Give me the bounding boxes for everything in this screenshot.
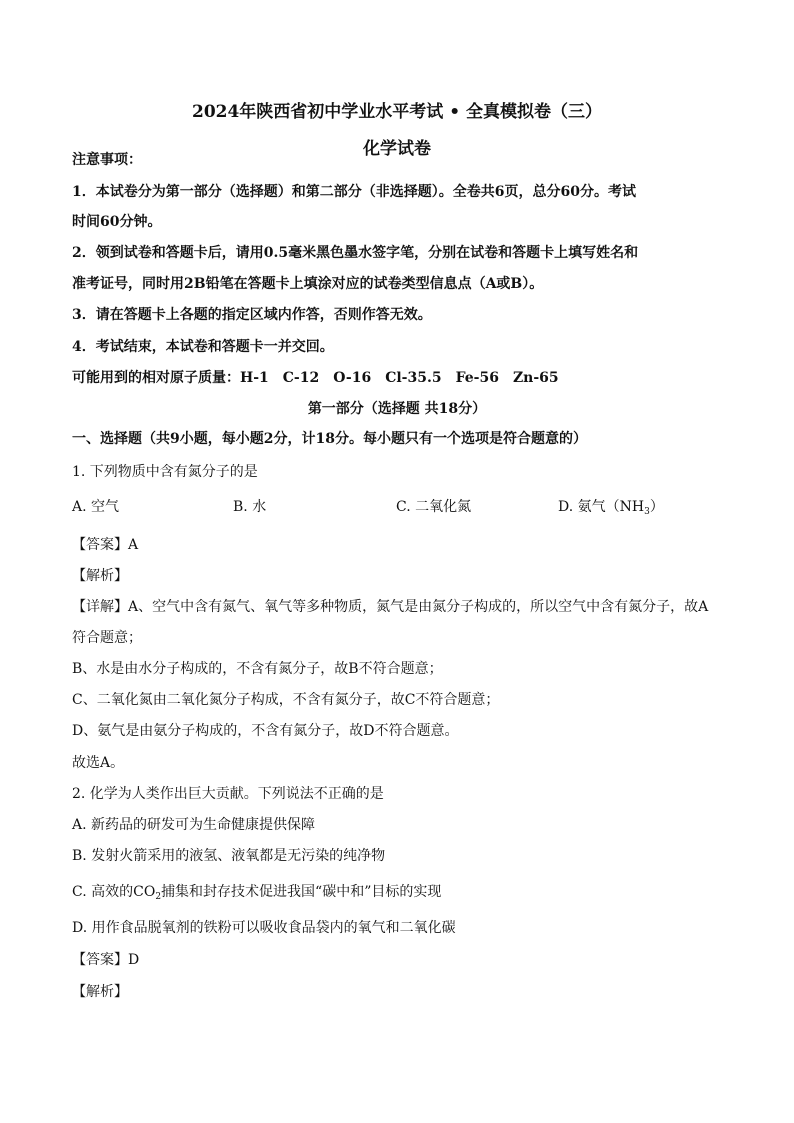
part1-heading: 第一部分（选择题 共18分） xyxy=(307,401,487,417)
notice-item-4: 4．考试结束，本试卷和答题卡一并交回。 xyxy=(72,339,334,355)
q1-detail-c: C、二氧化氮由二氧化氮分子构成，不含有氮分子，故C不符合题意； xyxy=(72,692,500,708)
q1-option-a: A. 空气 xyxy=(72,499,120,515)
q2-option-d: D. 用作食品脱氧剂的铁粉可以吸收食品袋内的氧气和二氧化碳 xyxy=(72,920,456,936)
notice-heading: 注意事项： xyxy=(72,152,142,168)
q1-option-d-prefix: D. 氨气（ xyxy=(558,499,620,515)
question-1-stem: 1. 下列物质中含有氮分子的是 xyxy=(72,464,258,480)
notice-item-1a: 1．本试卷分为第一部分（选择题）和第二部分（非选择题）。全卷共6页，总分60分。考试 xyxy=(72,184,636,200)
q1-option-d xyxy=(558,497,664,517)
exam-subtitle: 化学试卷 xyxy=(363,139,431,159)
q2-option-c-suffix: 捕集和封存技术促进我国“碳中和”目标的实现 xyxy=(161,884,442,900)
nh3-formula: NH xyxy=(619,499,645,515)
q1-detail-b: B、水是由水分子构成的，不含有氮分子，故B不符合题意； xyxy=(72,661,443,677)
q1-analysis-label: 【解析】 xyxy=(72,568,128,584)
q2-answer: 【答案】D xyxy=(72,952,140,968)
section-heading: 一、选择题（共9小题，每小题2分，计18分。每小题只有一个选项是符合题意的） xyxy=(72,431,587,447)
q1-answer: 【答案】A xyxy=(72,537,139,553)
question-2-stem: 2. 化学为人类作出巨大贡献。下列说法不正确的是 xyxy=(72,786,384,802)
atomic-masses: 可能用到的相对原子质量：H-1 C-12 O-16 Cl-35.5 Fe-56 Zn-65 xyxy=(72,370,559,386)
notice-item-2b: 准考证号，同时用2B铅笔在答题卡上填涂对应的试卷类型信息点（A或B）。 xyxy=(72,276,544,292)
co2-subscript: 2 xyxy=(155,892,162,902)
exam-title: 2024年陕西省初中学业水平考试 • 全真模拟卷（三） xyxy=(191,102,603,122)
notice-item-2a: 2．领到试卷和答题卡后，请用0.5毫米黑色墨水签字笔，分别在试卷和答题卡上填写姓名和 xyxy=(72,245,639,261)
q1-option-b: B. 水 xyxy=(233,499,267,515)
q2-option-a: A. 新药品的研发可为生命健康提供保障 xyxy=(72,817,316,833)
notice-item-3: 3．请在答题卡上各题的指定区域内作答，否则作答无效。 xyxy=(72,307,432,323)
q2-option-b: B. 发射火箭采用的液氢、液氧都是无污染的纯净物 xyxy=(72,848,386,864)
nh3-subscript: 3 xyxy=(644,507,650,517)
q2-option-c-prefix: C. 高效的 xyxy=(72,884,134,900)
q1-detail-d: D、氨气是由氨分子构成的，不含有氮分子，故D不符合题意。 xyxy=(72,723,459,739)
co2-formula: CO xyxy=(133,884,156,900)
notice-item-1b: 时间60分钟。 xyxy=(72,214,162,230)
q1-option-c: C. 二氧化氮 xyxy=(396,499,472,515)
q2-option-c xyxy=(72,882,441,902)
q1-detail-a: 【详解】A、空气中含有氮气、氧气等多种物质，氮气是由氮分子构成的，所以空气中含有氮分子，故A xyxy=(72,599,709,615)
q1-conclusion: 故选A。 xyxy=(72,755,125,771)
q2-analysis-label: 【解析】 xyxy=(72,984,128,1000)
q1-detail-a2: 符合题意； xyxy=(72,630,142,646)
q1-option-d-suffix: ） xyxy=(649,499,664,515)
